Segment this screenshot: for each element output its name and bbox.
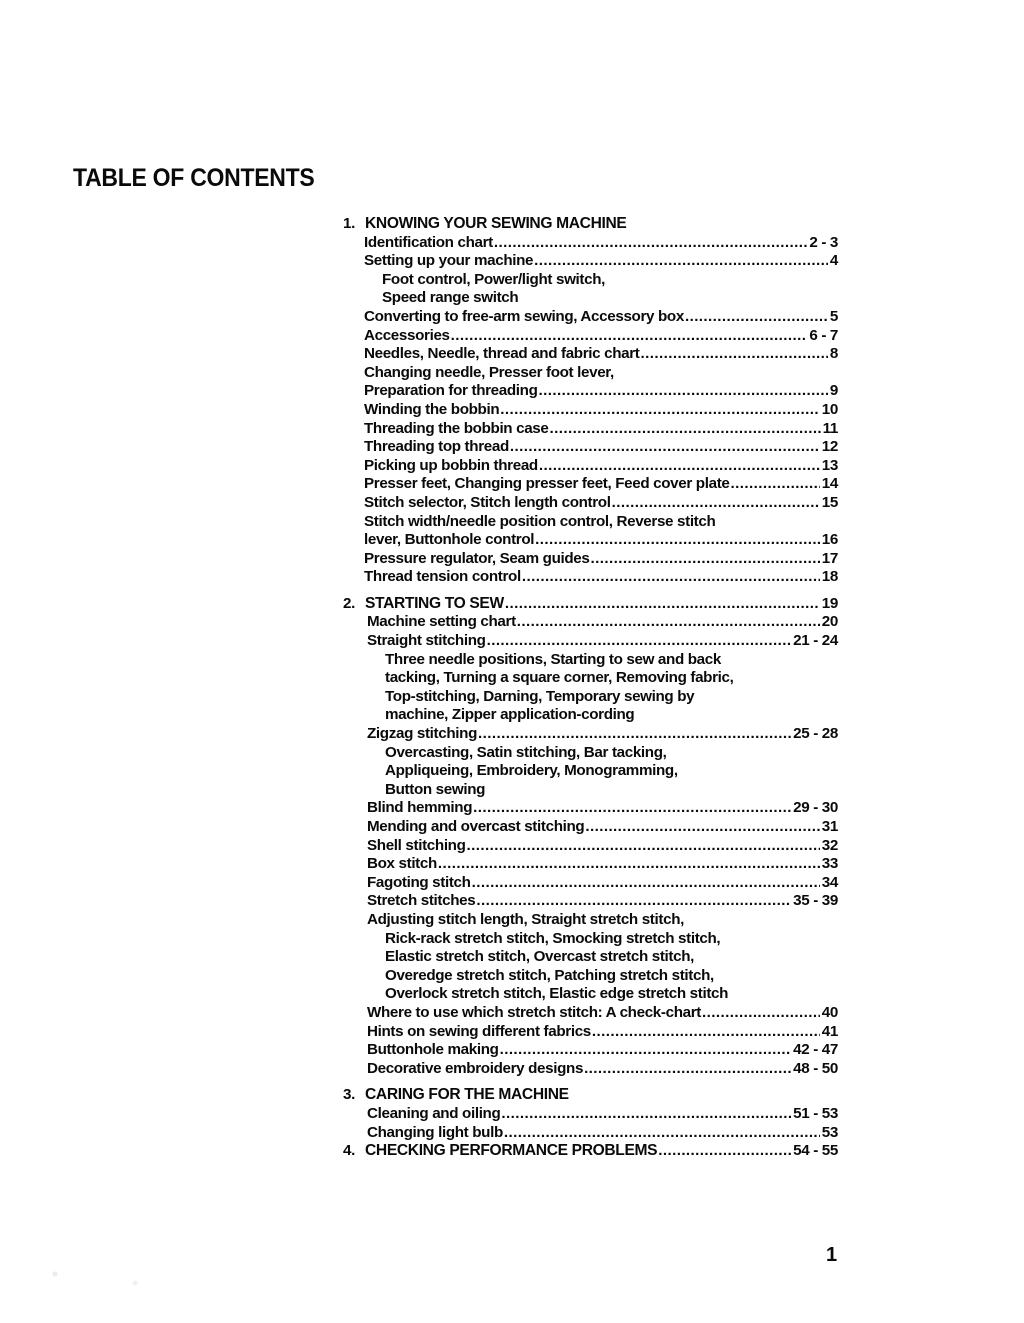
- page-ref: 19: [821, 594, 838, 612]
- section-number: 4.: [343, 1142, 355, 1160]
- toc-subentry: [343, 289, 838, 308]
- page-title: TABLE OF CONTENTS: [73, 164, 315, 192]
- section-number: 1.: [343, 215, 355, 232]
- entry-text: Stretch stitches: [367, 892, 476, 910]
- toc-entry[interactable]: [343, 1124, 838, 1143]
- entry-text: Speed range switch: [382, 289, 519, 307]
- dot-leader: [509, 438, 820, 457]
- dot-leader: [450, 327, 808, 346]
- page-ref: 20: [821, 613, 838, 631]
- dot-leader: [584, 818, 819, 837]
- dot-leader: [611, 494, 820, 513]
- toc-subentry: [343, 967, 838, 986]
- toc-entry[interactable]: [343, 568, 838, 587]
- entry-text: Overcasting, Satin stitching, Bar tacking,: [385, 743, 667, 761]
- toc-subentry: [343, 271, 838, 290]
- toc-entry: [343, 364, 838, 383]
- dot-leader: [583, 1060, 791, 1079]
- toc-subentry: [343, 781, 838, 800]
- dot-leader: [486, 632, 792, 651]
- page-ref: 21 - 24: [793, 632, 838, 650]
- toc-subentry: [343, 930, 838, 949]
- toc-entry[interactable]: [343, 874, 838, 893]
- page-ref: 41: [821, 1022, 838, 1040]
- entry-text: Shell stitching: [367, 836, 466, 854]
- toc-subentry: [343, 948, 838, 967]
- dot-leader: [730, 475, 820, 494]
- page-ref: 53: [821, 1123, 838, 1141]
- page-ref: 40: [821, 1003, 838, 1021]
- page-ref: 11: [822, 419, 838, 437]
- entry-text: Three needle positions, Starting to sew and back: [385, 650, 721, 668]
- dot-leader: [504, 595, 820, 614]
- page-ref: 12: [821, 438, 838, 456]
- toc-entry[interactable]: [343, 1060, 838, 1079]
- entry-text: Straight stitching: [367, 632, 486, 650]
- toc-entry[interactable]: [343, 818, 838, 837]
- entry-text: lever, Buttonhole control: [364, 531, 535, 549]
- entry-text: Box stitch: [367, 855, 437, 873]
- toc-subentry: [343, 688, 838, 707]
- entry-text: Changing light bulb: [367, 1123, 503, 1141]
- entry-text: Needles, Needle, thread and fabric chart: [364, 345, 640, 363]
- dot-leader: [549, 420, 821, 439]
- dot-leader: [640, 345, 828, 364]
- toc-subentry: [343, 762, 838, 781]
- page-ref: 15: [821, 493, 838, 511]
- entry-text: Picking up bobbin thread: [364, 456, 538, 474]
- entry-text: Hints on sewing different fabrics: [367, 1022, 591, 1040]
- dot-leader: [533, 252, 828, 271]
- toc-entry[interactable]: [343, 438, 838, 457]
- scan-artifact: [15, 1250, 215, 1310]
- page-ref: 25 - 28: [793, 725, 838, 743]
- page-ref: 31: [821, 818, 838, 835]
- dot-leader: [521, 568, 820, 587]
- entry-text: Stitch selector, Stitch length control: [364, 493, 611, 511]
- page-ref: 51 - 53: [793, 1104, 838, 1122]
- toc-entry: [343, 911, 838, 930]
- dot-leader: [538, 457, 820, 476]
- section-title: STARTING TO SEW: [365, 594, 504, 612]
- toc-section-heading[interactable]: [343, 1086, 838, 1105]
- entry-text: Thread tension control: [364, 568, 521, 586]
- entry-text: Identification chart: [364, 233, 493, 251]
- dot-leader: [466, 837, 820, 856]
- entry-text: tacking, Turning a square corner, Removing fabric,: [385, 669, 734, 687]
- entry-text: Decorative embroidery designs: [367, 1059, 584, 1077]
- page-number: 1: [826, 1244, 838, 1266]
- page-ref: 35 - 39: [793, 892, 838, 910]
- dot-leader: [701, 1004, 820, 1023]
- entry-text: Cleaning and oiling: [367, 1104, 501, 1122]
- toc-section-heading[interactable]: [343, 1142, 838, 1161]
- entry-text: Elastic stretch stitch, Overcast stretch stitch,: [385, 948, 695, 966]
- toc-entry[interactable]: [343, 855, 838, 874]
- page-ref: 32: [821, 836, 838, 854]
- entry-text: Winding the bobbin: [364, 400, 500, 418]
- toc-subentry: [343, 651, 838, 670]
- page-ref: 5: [829, 307, 838, 325]
- toc-entry[interactable]: [343, 457, 838, 476]
- section-number: 3.: [343, 1086, 355, 1104]
- page-ref: 48 - 50: [793, 1059, 838, 1077]
- page-ref: 16: [821, 531, 838, 549]
- toc-entry[interactable]: [343, 1041, 838, 1060]
- page-ref: 8: [829, 345, 838, 363]
- toc-entry[interactable]: [343, 308, 838, 327]
- entry-text: Pressure regulator, Seam guides: [364, 549, 590, 567]
- dot-leader: [684, 308, 828, 327]
- entry-text: Top-stitching, Darning, Temporary sewing by: [385, 687, 695, 705]
- toc-entry[interactable]: [343, 725, 838, 744]
- entry-text: Presser feet, Changing presser feet, Feed cover plate: [364, 475, 730, 493]
- page-ref: 34: [821, 873, 838, 891]
- toc-entry[interactable]: [343, 799, 838, 818]
- entry-text: Button sewing: [385, 780, 486, 798]
- page-ref: 29 - 30: [793, 799, 838, 817]
- dot-leader: [493, 234, 808, 253]
- dot-leader: [590, 550, 820, 569]
- dot-leader: [477, 725, 791, 744]
- entry-text: Blind hemming: [367, 799, 473, 817]
- page-ref: 33: [821, 855, 838, 873]
- entry-text: Stitch width/needle position control, Reverse stitch: [364, 512, 716, 530]
- section-gap: [343, 1078, 838, 1086]
- toc-subentry: [343, 706, 838, 725]
- entry-text: Changing needle, Presser foot lever,: [364, 363, 614, 381]
- toc-subentry: [343, 744, 838, 763]
- entry-text: Overlock stretch stitch, Elastic edge stretch stitch: [385, 985, 729, 1003]
- dot-leader: [472, 799, 791, 818]
- toc-subentry: [343, 985, 838, 1004]
- dot-leader: [503, 1124, 820, 1143]
- dot-leader: [499, 1041, 792, 1060]
- entry-text: Accessories: [364, 326, 450, 344]
- entry-text: Fagoting stitch: [367, 873, 471, 891]
- section-title: CHECKING PERFORMANCE PROBLEMS: [365, 1142, 658, 1160]
- page-ref: 17: [821, 549, 838, 567]
- toc-entry[interactable]: [343, 632, 838, 651]
- toc-entry[interactable]: [343, 1023, 838, 1042]
- section-title: CARING FOR THE MACHINE: [365, 1086, 569, 1104]
- dot-leader: [475, 892, 791, 911]
- entry-text: Threading top thread: [364, 438, 509, 456]
- page-ref: 42 - 47: [793, 1041, 838, 1059]
- entry-text: Setting up your machine: [364, 252, 534, 270]
- entry-text: Appliqueing, Embroidery, Monogramming,: [385, 762, 678, 780]
- dot-leader: [657, 1142, 791, 1161]
- entry-text: Threading the bobbin case: [364, 419, 549, 437]
- page-ref: 13: [821, 456, 838, 474]
- entry-text: Mending and overcast stitching: [367, 818, 585, 835]
- section-title: KNOWING YOUR SEWING MACHINE: [365, 215, 627, 232]
- toc-entry[interactable]: [343, 613, 838, 632]
- toc-entry[interactable]: [343, 327, 838, 346]
- toc-entry[interactable]: [343, 837, 838, 856]
- toc-entry[interactable]: [343, 550, 838, 569]
- page-ref: 54 - 55: [793, 1142, 838, 1160]
- page-ref: 10: [821, 400, 838, 418]
- toc-entry[interactable]: [343, 345, 838, 364]
- entry-text: Zigzag stitching: [367, 725, 477, 743]
- section-gap: [343, 587, 838, 595]
- toc-entry[interactable]: [343, 382, 838, 401]
- entry-text: Where to use which stretch stitch: A check-chart: [367, 1003, 701, 1021]
- section-number: 2.: [343, 594, 355, 612]
- entry-text: Overedge stretch stitch, Patching stretch stitch,: [385, 966, 714, 984]
- entry-text: Buttonhole making: [367, 1041, 499, 1059]
- dot-leader: [499, 401, 820, 420]
- dot-leader: [516, 613, 820, 632]
- dot-leader: [500, 1105, 791, 1124]
- page-ref: 18: [821, 568, 838, 586]
- toc-entry[interactable]: [343, 494, 838, 513]
- entry-text: Foot control, Power/light switch,: [382, 270, 606, 288]
- page-ref: 2 - 3: [809, 233, 838, 251]
- page-ref: 9: [829, 382, 838, 400]
- dot-leader: [471, 874, 820, 893]
- toc-entry[interactable]: [343, 234, 838, 253]
- toc-entry[interactable]: [343, 531, 838, 550]
- toc-entry[interactable]: [343, 892, 838, 911]
- dot-leader: [538, 382, 828, 401]
- page-ref: 14: [821, 475, 838, 493]
- toc-entry[interactable]: [343, 252, 838, 271]
- dot-leader: [437, 855, 820, 874]
- entry-text: Adjusting stitch length, Straight stretch stitch,: [367, 910, 684, 928]
- toc-section-heading[interactable]: [343, 215, 838, 234]
- table-of-contents: [343, 215, 838, 1161]
- entry-text: Rick-rack stretch stitch, Smocking stretch stitch,: [385, 929, 721, 947]
- toc-entry[interactable]: [343, 1105, 838, 1124]
- page-ref: 4: [829, 252, 838, 270]
- toc-subentry: [343, 669, 838, 688]
- entry-text: Machine setting chart: [367, 613, 516, 631]
- toc-entry[interactable]: [343, 401, 838, 420]
- toc-entry: [343, 513, 838, 532]
- dot-leader: [591, 1023, 820, 1042]
- page-ref: 6 - 7: [809, 326, 838, 344]
- entry-text: Preparation for threading: [364, 382, 538, 400]
- entry-text: machine, Zipper application-cording: [385, 706, 635, 724]
- entry-text: Converting to free-arm sewing, Accessory box: [364, 307, 684, 325]
- toc-entry[interactable]: [343, 475, 838, 494]
- toc-entry[interactable]: [343, 420, 838, 439]
- toc-entry[interactable]: [343, 1004, 838, 1023]
- toc-section-heading[interactable]: [343, 595, 838, 614]
- dot-leader: [534, 531, 820, 550]
